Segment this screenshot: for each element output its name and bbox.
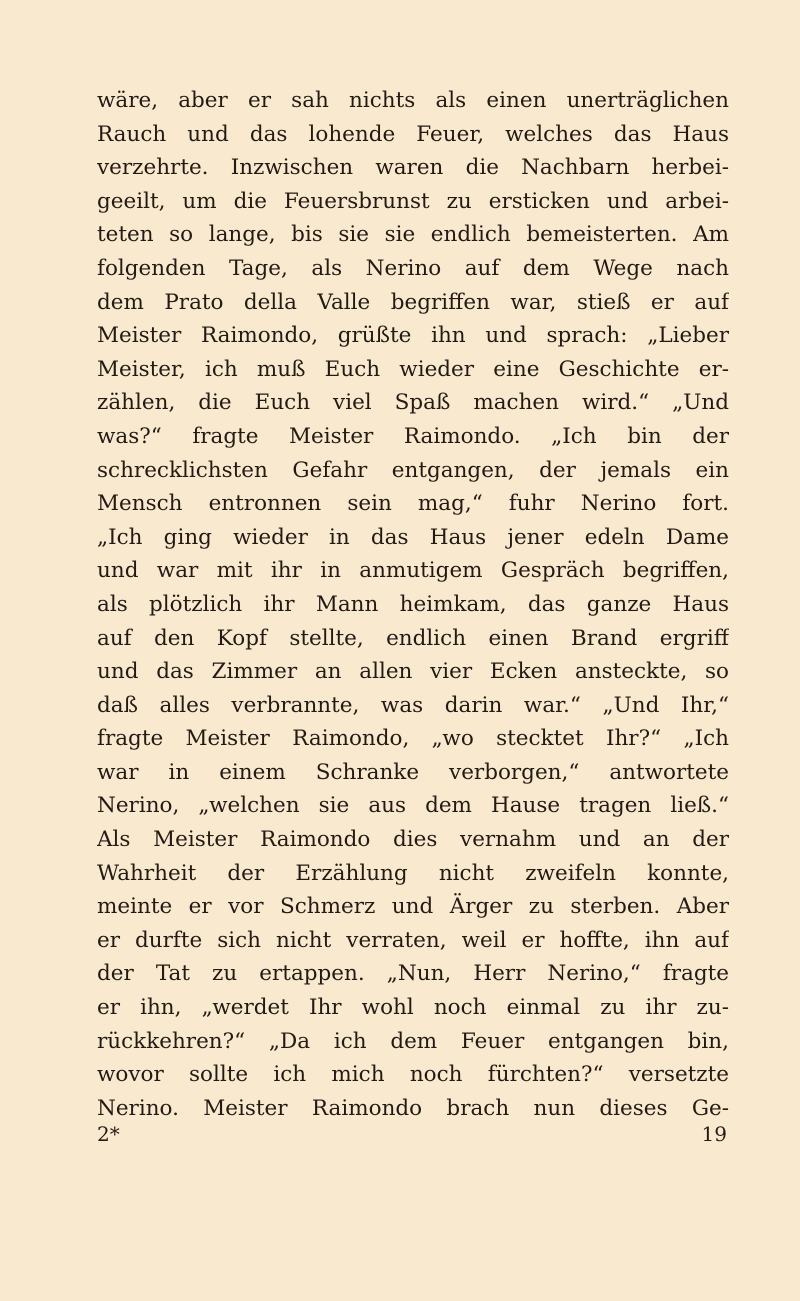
text-line: teten so lange, bis sie sie endlich bemeisterten. Am — [97, 222, 729, 248]
text-line: schrecklichsten Gefahr entgangen, der jemals ein — [97, 457, 729, 483]
page-footer — [97, 1122, 729, 1152]
text-line: als plötzlich ihr Mann heimkam, das ganze Haus — [97, 591, 729, 617]
text-line: und das Zimmer an allen vier Ecken ansteckte, so — [97, 659, 729, 685]
text-line: meinte er vor Schmerz und Ärger zu sterben. Aber — [97, 894, 729, 920]
signature-mark: 2* — [97, 1122, 120, 1146]
text-line: daß alles verbrannte, was darin war.“ „Und Ihr,“ — [97, 692, 729, 718]
text-line: der Tat zu ertappen. „Nun, Herr Nerino,“ fragte — [97, 961, 729, 987]
text-line: folgenden Tage, als Nerino auf dem Wege nach — [97, 255, 729, 281]
text-line: war in einem Schranke verborgen,“ antwortete — [97, 759, 729, 785]
text-line: was?“ fragte Meister Raimondo. „Ich bin der — [97, 423, 729, 449]
text-line: dem Prato della Valle begriffen war, stieß er auf — [97, 289, 729, 315]
text-line: zählen, die Euch viel Spaß machen wird.“ „Und — [97, 390, 729, 416]
text-line: Meister, ich muß Euch wieder eine Geschichte er- — [97, 356, 729, 382]
text-line: Mensch entronnen sein mag,“ fuhr Nerino fort. — [97, 491, 729, 517]
text-line: geeilt, um die Feuersbrunst zu ersticken und arbei- — [97, 188, 729, 214]
text-line: auf den Kopf stellte, endlich einen Brand ergriff — [97, 625, 729, 651]
text-line: „Ich ging wieder in das Haus jener edeln Dame — [97, 524, 729, 550]
text-line: er ihn, „werdet Ihr wohl noch einmal zu ihr zu- — [97, 995, 729, 1021]
text-line: Nerino. Meister Raimondo brach nun dieses Ge- — [97, 1095, 729, 1121]
text-line: und war mit ihr in anmutigem Gespräch begriffen, — [97, 558, 729, 584]
text-line: Wahrheit der Erzählung nicht zweifeln konnte, — [97, 860, 729, 886]
text-line: Meister Raimondo, grüßte ihn und sprach: „Lieber — [97, 323, 729, 349]
text-line: wovor sollte ich mich noch fürchten?“ versetzte — [97, 1062, 729, 1088]
text-line: Als Meister Raimondo dies vernahm und an der — [97, 827, 729, 853]
text-line: fragte Meister Raimondo, „wo stecktet Ihr?“ „Ich — [97, 726, 729, 752]
body-text — [97, 84, 729, 1125]
text-line: er durfte sich nicht verraten, weil er hoffte, ihn auf — [97, 927, 729, 953]
page-number: 19 — [701, 1122, 727, 1146]
text-line: Nerino, „welchen sie aus dem Hause tragen ließ.“ — [97, 793, 729, 819]
text-line: Rauch und das lohende Feuer, welches das Haus — [97, 121, 729, 147]
text-line: verzehrte. Inzwischen waren die Nachbarn herbei- — [97, 155, 729, 181]
text-line: wäre, aber er sah nichts als einen unerträglichen — [97, 88, 729, 113]
text-line: rückkehren?“ „Da ich dem Feuer entgangen bin, — [97, 1028, 729, 1054]
